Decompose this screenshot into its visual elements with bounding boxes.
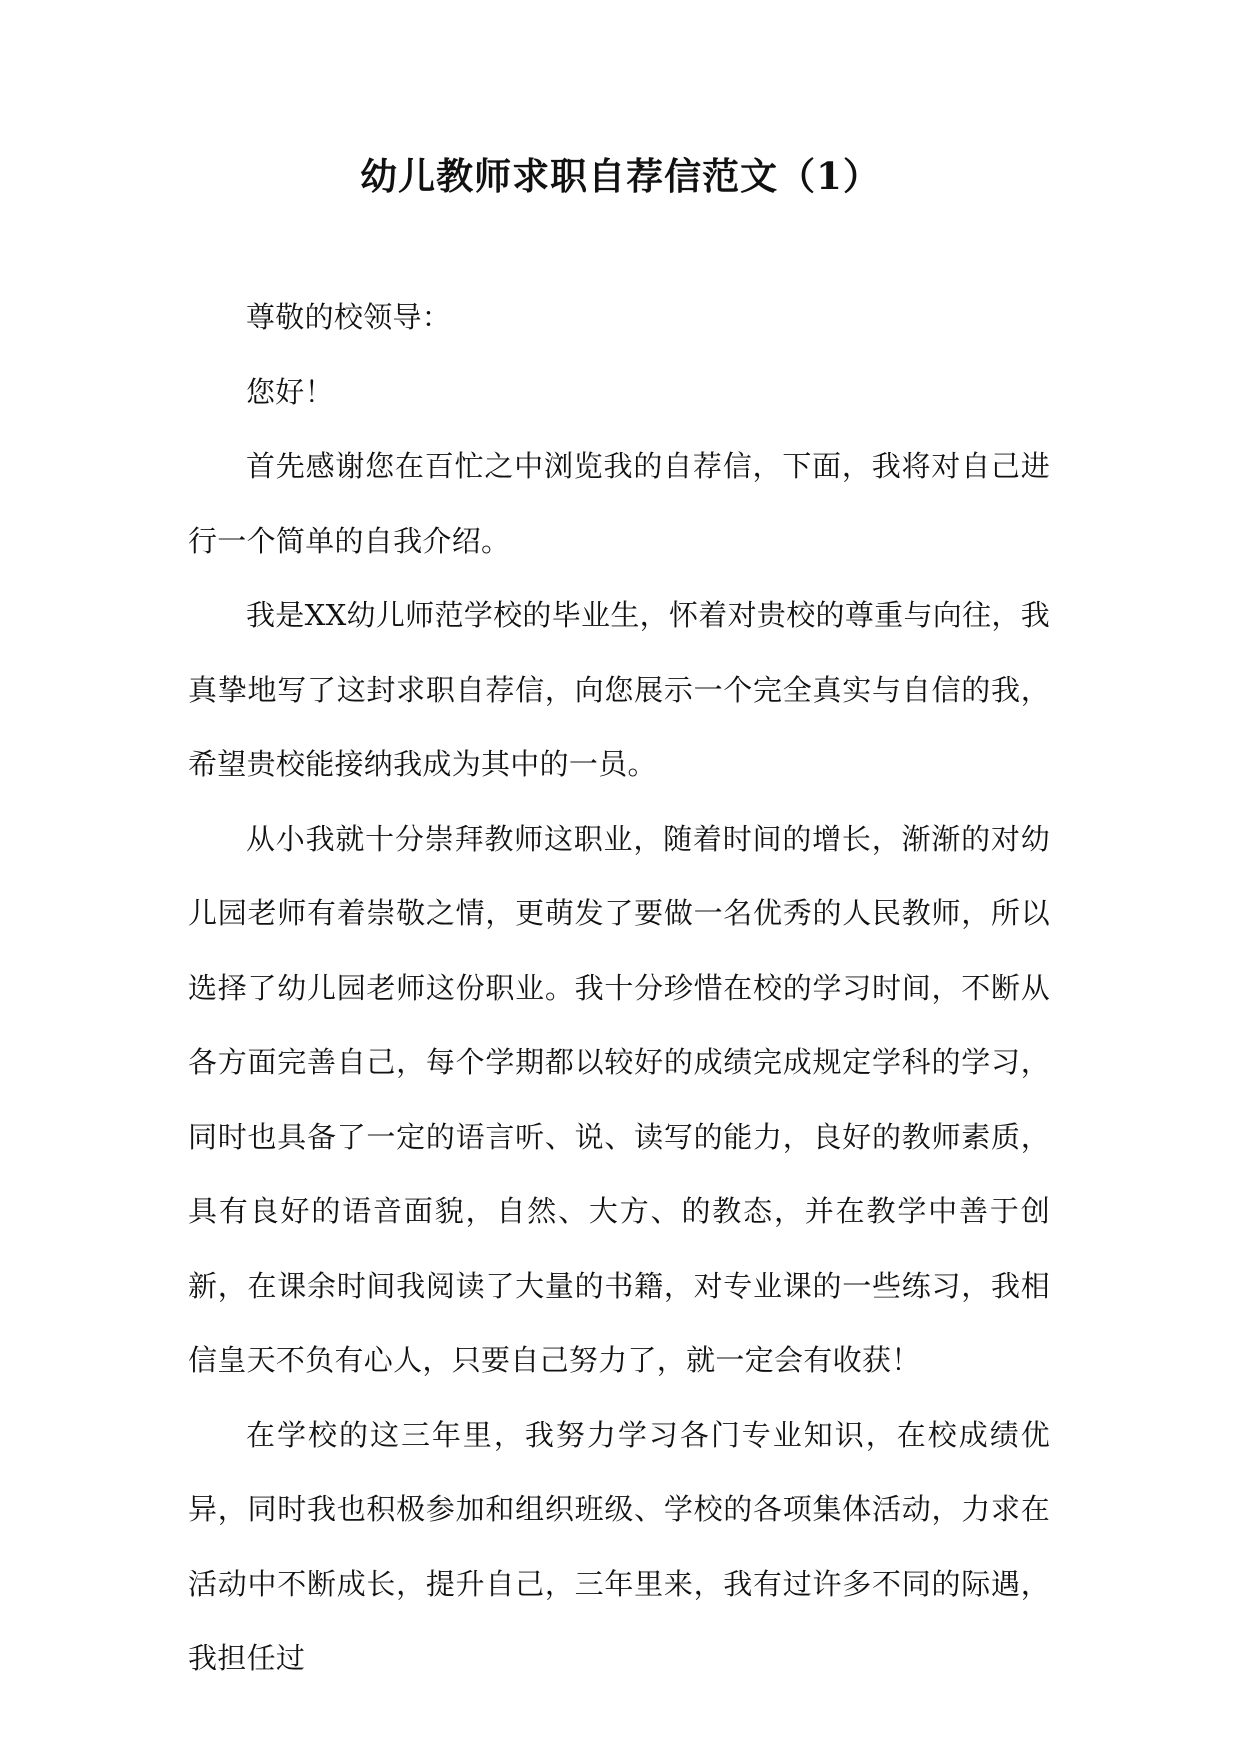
salutation: 尊敬的校领导：: [246, 300, 452, 334]
paragraph-intro: 首先感谢您在百忙之中浏览我的自荐信，下面，我将对自己进行一个简单的自我介绍。: [188, 449, 1050, 558]
paragraph-school-years: 在学校的这三年里，我努力学习各门专业知识，在校成绩优异，同时我也积极参加和组织班级、学校的各项集体活动，力求在活动中不断成长，提升自己，三年里来，我有过许多不同的际遇，我担任过: [188, 1417, 1050, 1675]
paragraph-background: 我是XX幼儿师范学校的毕业生，怀着对贵校的尊重与向往，我真挚地写了这封求职自荐信，向您展示一个完全真实与自信的我，希望贵校能接纳我成为其中的一员。: [188, 598, 1050, 781]
greeting: 您好！: [246, 374, 334, 409]
letter-body: [188, 280, 1050, 1696]
document-title: 幼儿教师求职自荐信范文（1）: [360, 154, 881, 198]
paragraph-motivation: 从小我就十分崇拜教师这职业，随着时间的增长，渐渐的对幼儿园老师有着崇敬之情，更萌发了要做一名优秀的人民教师，所以选择了幼儿园老师这份职业。我十分珍惜在校的学习时间，不断从各方面完善自己，每个学期都以较好的成绩完成规定学科的学习，同时也具备了一定的语言听、说、读写的能力，良好的教师素质，具有良好的语音面貌，自然、大方、的教态，并在教学中善于创新，在课余时间我阅读了大量的书籍，对专业课的一些练习，我相信皇天不负有心人，只要自己努力了，就一定会有收获！: [188, 821, 1050, 1377]
